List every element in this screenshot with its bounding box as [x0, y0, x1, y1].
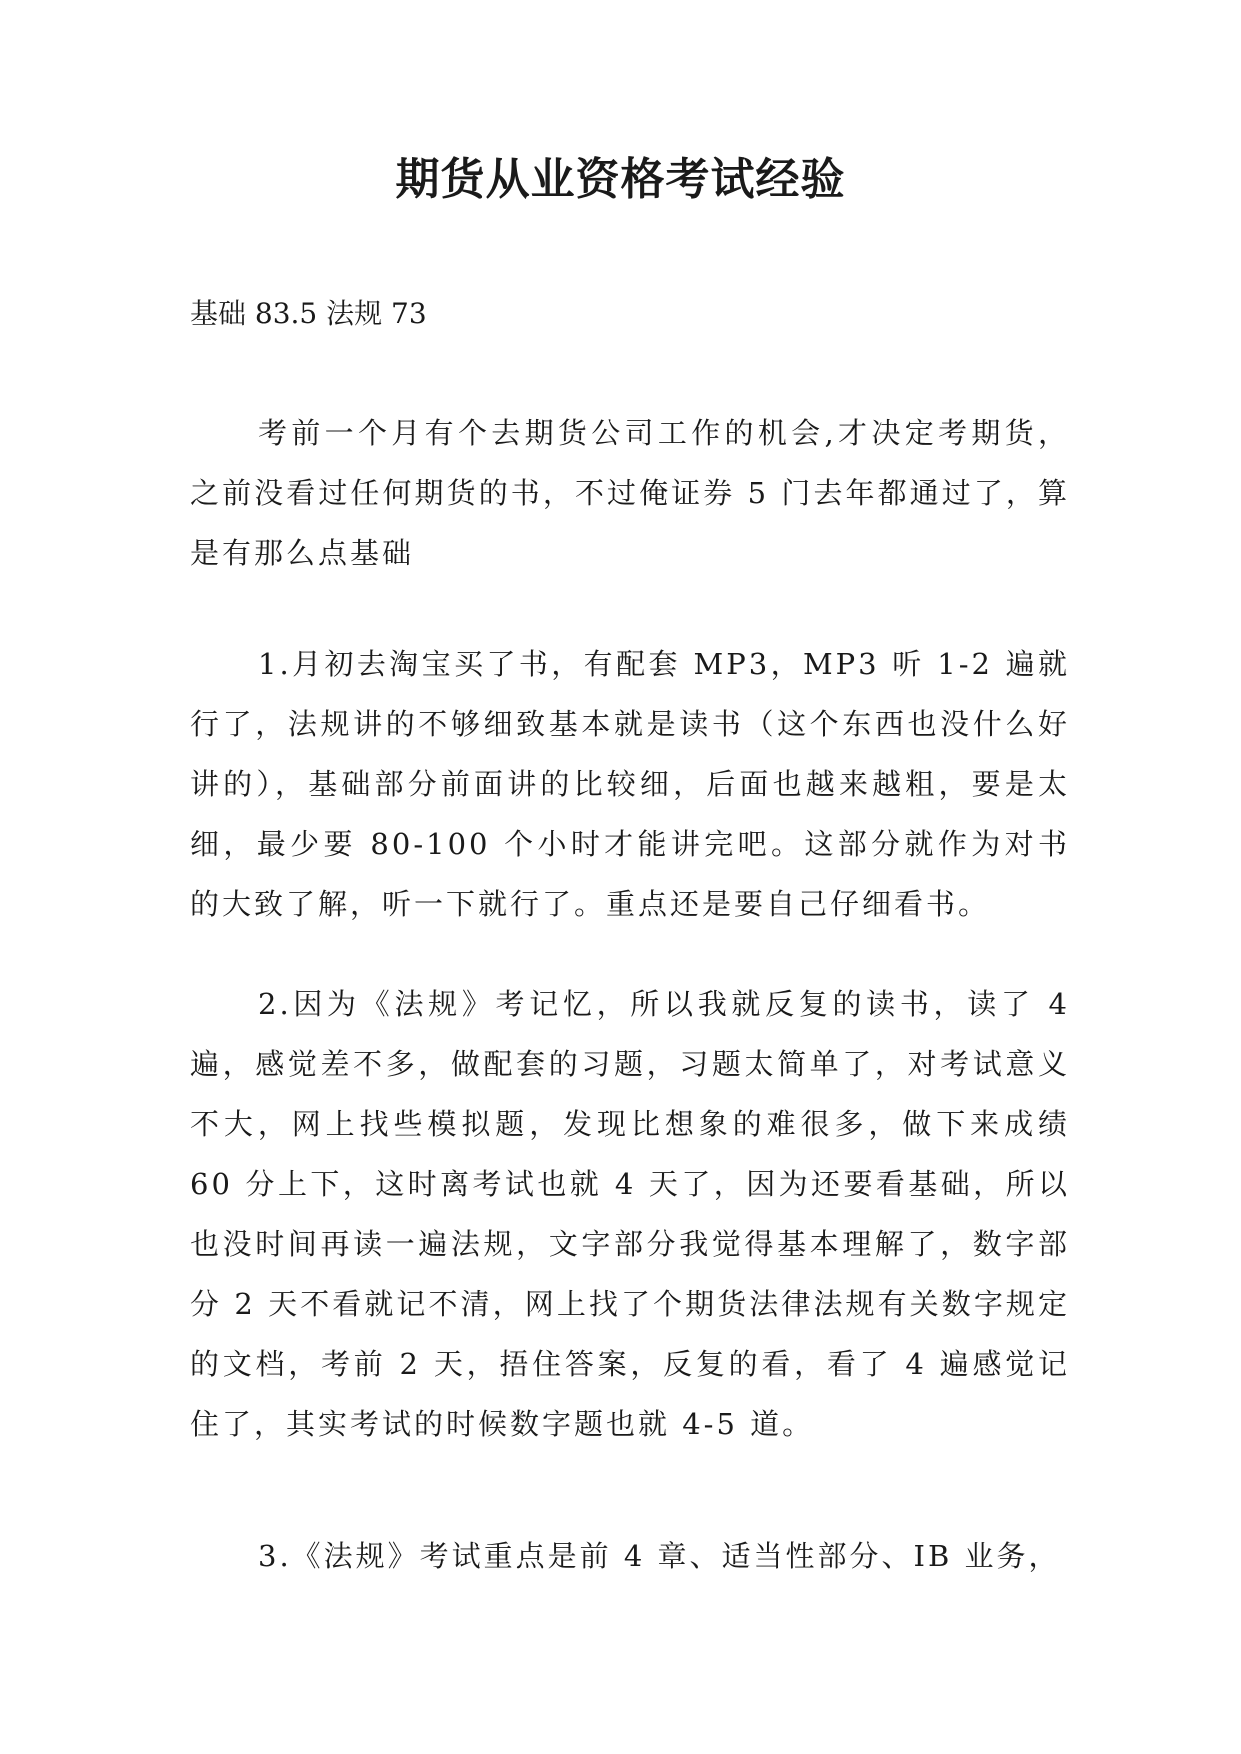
exam-scores: 基础 83.5 法规 73 — [190, 297, 427, 330]
paragraph-intro: 考前一个月有个去期货公司工作的机会,才决定考期货，之前没看过任何期货的书，不过俺证券 5 门去年都通过了，算是有那么点基础 — [190, 416, 1070, 570]
paragraph-item-1: 1.月初去淘宝买了书，有配套 MP3，MP3 听 1-2 遍就行了，法规讲的不够细致基本就是读书（这个东西也没什么好讲的），基础部分前面讲的比较细，后面也越来越粗，要是太细，最少要 80-100 个小时才能讲完吧。这部分就作为对书的大致了解，听一下就行了。重点还是要自己仔细看书。 — [190, 647, 1070, 921]
document-title: 期货从业资格考试经验 — [395, 154, 846, 205]
paragraph-item-3: 3.《法规》考试重点是前 4 章、适当性部分、IB 业务， — [258, 1539, 1061, 1573]
paragraph-item-2: 2.因为《法规》考记忆，所以我就反复的读书，读了 4 遍，感觉差不多，做配套的习题，习题太简单了，对考试意义不大，网上找些模拟题，发现比想象的难很多，做下来成绩 60 分上下，这时离考试也就 4 天了，因为还要看基础，所以也没时间再读一遍法规，文字部分我觉得基本理解了，数字部分 2 天不看就记不清，网上找了个期货法律法规有关数字规定的文档，考前 2 天，捂住答案，反复的看，看了 4 遍感觉记住了，其实考试的时候数字题也就 4-5 道。 — [190, 987, 1070, 1441]
